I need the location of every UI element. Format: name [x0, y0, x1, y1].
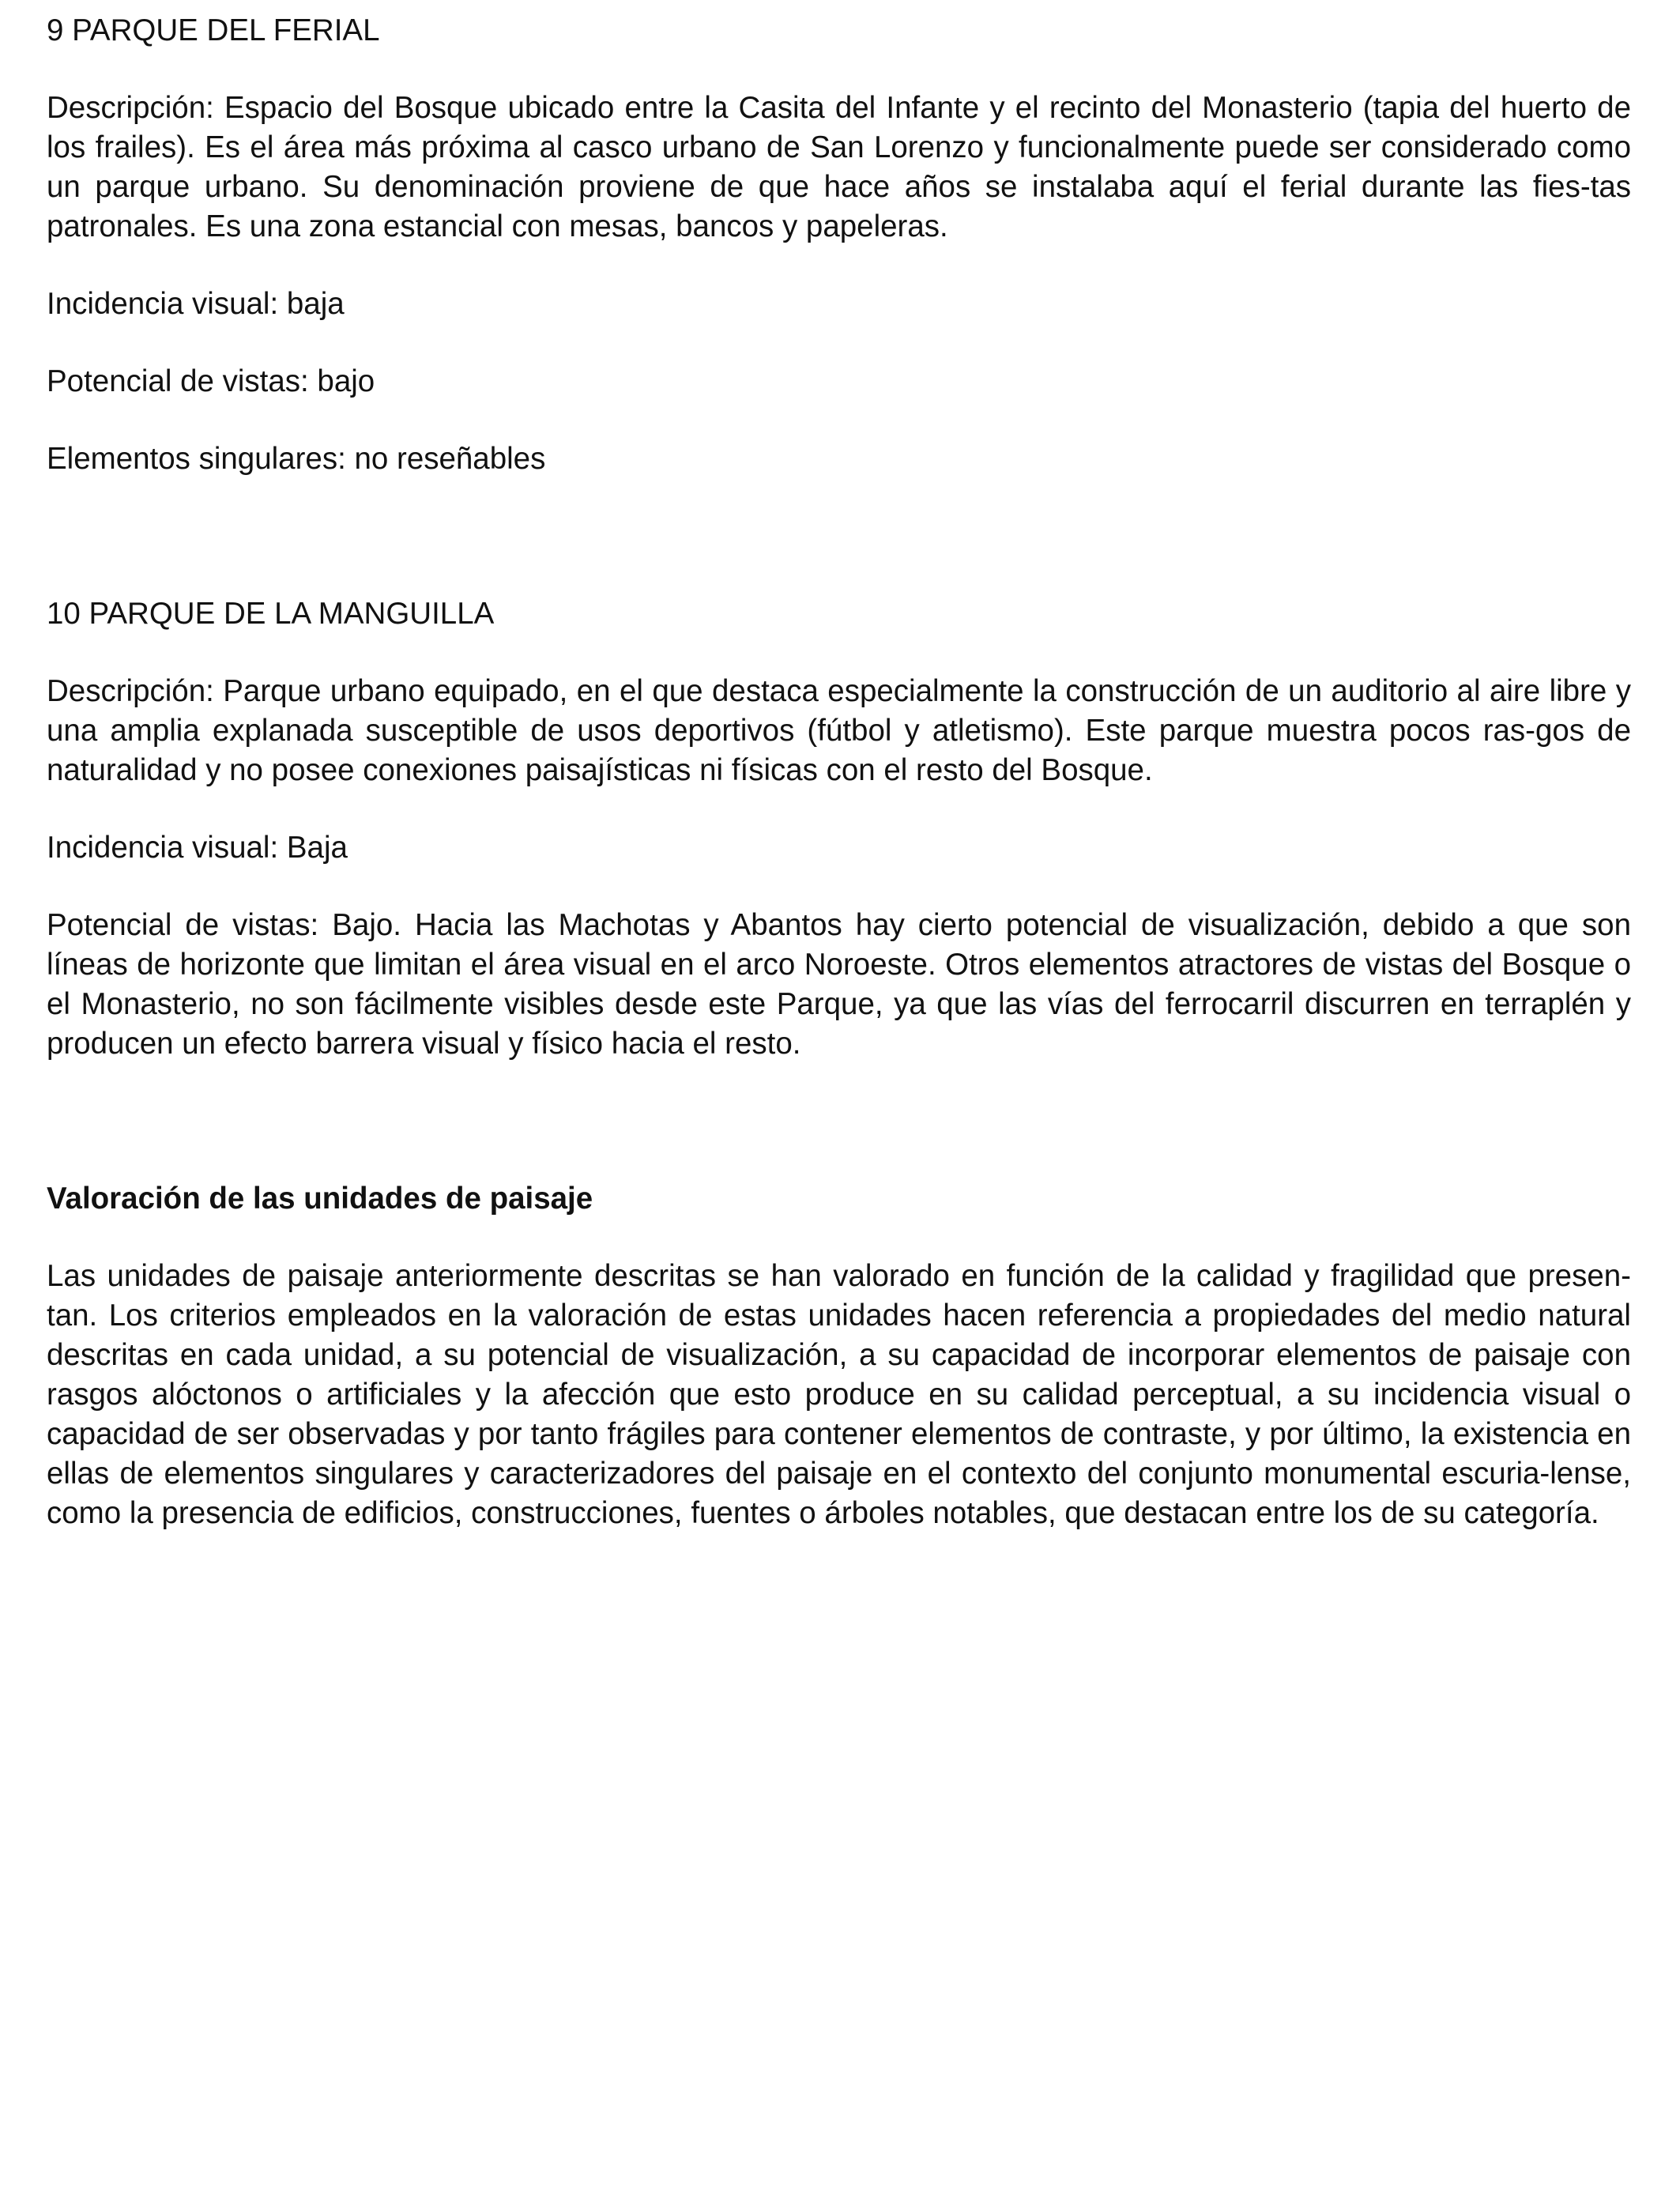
valoracion-heading: Valoración de las unidades de paisaje [47, 1182, 593, 1216]
document-page [47, 11, 1631, 1533]
valoracion-body: Las unidades de paisaje anteriormente descritas se han valorado en función de la calidad y fragilidad que presen-tan. Los criterios empleados en la valoración de estas unidades hacen referencia a propiedades del medio natural descritas en cada unidad, a su potencial de visualización, a su capacidad de incorporar elementos de paisaje con rasgos alóctonos o artificiales y la afección que esto produce en su calidad perceptual, a su incidencia visual o capacidad de ser observadas y por tanto frágiles para contener elementos de contraste, y por último, la existencia en ellas de elementos singulares y caracterizadores del paisaje en el contexto del conjunto monumental escuria-lense, como la presencia de edificios, construcciones, fuentes o árboles notables, que destacan entre los de su categoría. [47, 1259, 1631, 1530]
section-valoracion [47, 1179, 1631, 1533]
potencial-de-vistas: Potencial de vistas: bajo [47, 364, 375, 398]
incidencia-visual: Incidencia visual: Baja [47, 831, 348, 865]
section-heading: 9 PARQUE DEL FERIAL [47, 13, 380, 47]
potencial-de-vistas: Potencial de vistas: Bajo. Hacia las Machotas y Abantos hay cierto potencial de visualización, debido a que son líneas de horizonte que limitan el área visual en el arco Noroeste. Otros elementos atractores de vistas del Bosque o el Monasterio, no son fácilmente visibles desde este Parque, ya que las vías del ferrocarril discurren en terraplén y producen un efecto barrera visual y físico hacia el resto. [47, 908, 1631, 1061]
section-parque-de-la-manguilla [47, 594, 1631, 1064]
elementos-singulares: Elementos singulares: no reseñables [47, 442, 546, 476]
section-description: Descripción: Parque urbano equipado, en el que destaca especialmente la construcción de un auditorio al aire libre y una amplia explanada susceptible de usos deportivos (fútbol y atletismo). Este parque muestra pocos ras-gos de naturalidad y no posee conexiones paisajísticas ni físicas con el resto del Bosque. [47, 674, 1631, 787]
section-heading: 10 PARQUE DE LA MANGUILLA [47, 597, 495, 631]
section-description: Descripción: Espacio del Bosque ubicado entre la Casita del Infante y el recinto del Monasterio (tapia del huerto de los frailes). Es el área más próxima al casco urbano de San Lorenzo y funcionalmente puede ser considerado como un parque urbano. Su denominación proviene de que hace años se instalaba aquí el ferial durante las fies-tas patronales. Es una zona estancial con mesas, bancos y papeleras. [47, 91, 1631, 243]
section-parque-del-ferial [47, 11, 1631, 479]
incidencia-visual: Incidencia visual: baja [47, 287, 345, 321]
